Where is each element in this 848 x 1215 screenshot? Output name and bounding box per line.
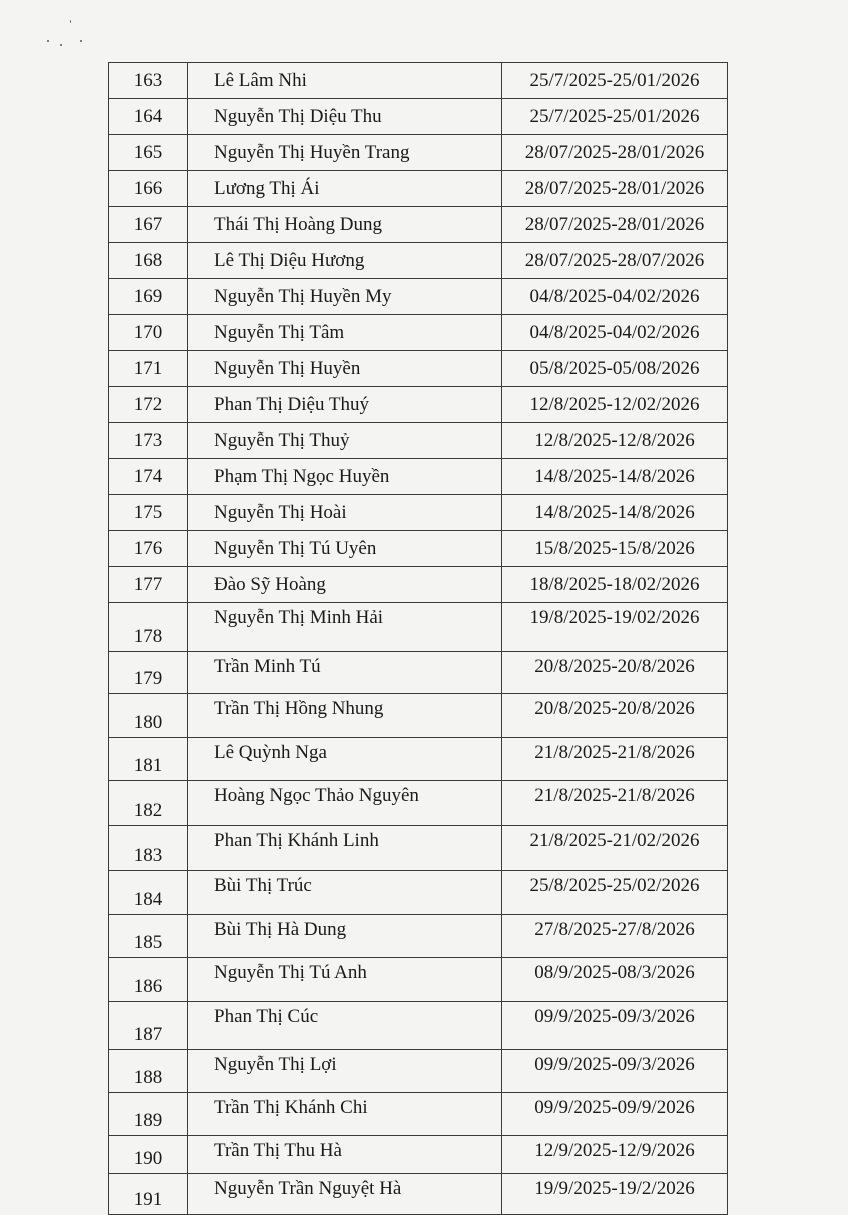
table-row: [109, 1002, 728, 1050]
table-row: [109, 871, 728, 915]
row-number: 179: [109, 652, 188, 694]
row-period: 19/8/2025-19/02/2026: [502, 603, 728, 652]
row-number: 171: [109, 351, 188, 387]
row-number: 187: [109, 1002, 188, 1050]
row-number: 177: [109, 567, 188, 603]
table-row: [109, 603, 728, 652]
row-period: 28/07/2025-28/01/2026: [502, 135, 728, 171]
row-period: 04/8/2025-04/02/2026: [502, 315, 728, 351]
row-period: 09/9/2025-09/3/2026: [502, 1002, 728, 1050]
row-number: 181: [109, 738, 188, 781]
row-name: Nguyễn Thị Huyền Trang: [188, 135, 502, 171]
row-number: 170: [109, 315, 188, 351]
row-name: Phan Thị Cúc: [188, 1002, 502, 1050]
row-number: 169: [109, 279, 188, 315]
row-name: Bùi Thị Trúc: [188, 871, 502, 915]
row-period: 25/7/2025-25/01/2026: [502, 63, 728, 99]
table-row: [109, 694, 728, 738]
table-row: [109, 1136, 728, 1174]
scan-speck: [70, 20, 71, 23]
row-period: 28/07/2025-28/01/2026: [502, 171, 728, 207]
row-name: Nguyễn Thị Huyền My: [188, 279, 502, 315]
row-name: Bùi Thị Hà Dung: [188, 915, 502, 958]
row-number: 184: [109, 871, 188, 915]
table-row: [109, 171, 728, 207]
row-period: 19/9/2025-19/2/2026: [502, 1174, 728, 1215]
table-row: [109, 99, 728, 135]
row-name: Nguyễn Thị Lợi: [188, 1050, 502, 1093]
row-name: Phan Thị Diệu Thuý: [188, 387, 502, 423]
row-number: 191: [109, 1174, 188, 1215]
row-name: Lê Quỳnh Nga: [188, 738, 502, 781]
row-period: 14/8/2025-14/8/2026: [502, 459, 728, 495]
row-number: 165: [109, 135, 188, 171]
scan-speck: [60, 44, 62, 46]
row-period: 28/07/2025-28/01/2026: [502, 207, 728, 243]
row-period: 20/8/2025-20/8/2026: [502, 652, 728, 694]
row-name: Trần Thị Hồng Nhung: [188, 694, 502, 738]
row-name: Nguyễn Thị Tú Uyên: [188, 531, 502, 567]
table-row: [109, 781, 728, 826]
row-name: Trần Minh Tú: [188, 652, 502, 694]
row-name: Hoàng Ngọc Thảo Nguyên: [188, 781, 502, 826]
row-period: 27/8/2025-27/8/2026: [502, 915, 728, 958]
row-name: Thái Thị Hoàng Dung: [188, 207, 502, 243]
row-number: 166: [109, 171, 188, 207]
table-row: [109, 1050, 728, 1093]
row-number: 189: [109, 1093, 188, 1136]
table-row: [109, 738, 728, 781]
table-row: [109, 207, 728, 243]
row-period: 12/9/2025-12/9/2026: [502, 1136, 728, 1174]
row-period: 15/8/2025-15/8/2026: [502, 531, 728, 567]
row-number: 163: [109, 63, 188, 99]
row-period: 18/8/2025-18/02/2026: [502, 567, 728, 603]
row-number: 180: [109, 694, 188, 738]
row-number: 173: [109, 423, 188, 459]
row-name: Nguyễn Thị Thuỷ: [188, 423, 502, 459]
row-number: 178: [109, 603, 188, 652]
table-row: [109, 1174, 728, 1215]
scan-speck: [80, 40, 82, 42]
row-name: Nguyễn Thị Hoài: [188, 495, 502, 531]
row-name: Lương Thị Ái: [188, 171, 502, 207]
row-number: 168: [109, 243, 188, 279]
row-period: 25/7/2025-25/01/2026: [502, 99, 728, 135]
row-number: 175: [109, 495, 188, 531]
row-name: Trần Thị Thu Hà: [188, 1136, 502, 1174]
row-number: 176: [109, 531, 188, 567]
row-name: Lê Lâm Nhi: [188, 63, 502, 99]
registry-table-body: [109, 63, 728, 1215]
row-name: Phan Thị Khánh Linh: [188, 826, 502, 871]
row-period: 12/8/2025-12/8/2026: [502, 423, 728, 459]
scan-speck: [47, 40, 49, 42]
row-name: Nguyễn Thị Diệu Thu: [188, 99, 502, 135]
table-row: [109, 495, 728, 531]
row-number: 183: [109, 826, 188, 871]
table-row: [109, 387, 728, 423]
row-period: 12/8/2025-12/02/2026: [502, 387, 728, 423]
table-row: [109, 243, 728, 279]
row-name: Nguyễn Trần Nguyệt Hà: [188, 1174, 502, 1215]
row-name: Nguyễn Thị Tú Anh: [188, 958, 502, 1002]
table-row: [109, 1093, 728, 1136]
row-name: Nguyễn Thị Minh Hải: [188, 603, 502, 652]
row-period: 09/9/2025-09/9/2026: [502, 1093, 728, 1136]
table-row: [109, 351, 728, 387]
row-period: 09/9/2025-09/3/2026: [502, 1050, 728, 1093]
table-row: [109, 826, 728, 871]
table-row: [109, 315, 728, 351]
table-row: [109, 135, 728, 171]
row-period: 21/8/2025-21/02/2026: [502, 826, 728, 871]
row-period: 21/8/2025-21/8/2026: [502, 781, 728, 826]
row-name: Nguyễn Thị Tâm: [188, 315, 502, 351]
row-period: 28/07/2025-28/07/2026: [502, 243, 728, 279]
table-row: [109, 567, 728, 603]
row-number: 185: [109, 915, 188, 958]
row-number: 190: [109, 1136, 188, 1174]
table-row: [109, 279, 728, 315]
table-row: [109, 531, 728, 567]
row-period: 08/9/2025-08/3/2026: [502, 958, 728, 1002]
table-row: [109, 915, 728, 958]
table-row: [109, 423, 728, 459]
table-row: [109, 459, 728, 495]
row-period: 20/8/2025-20/8/2026: [502, 694, 728, 738]
row-period: 04/8/2025-04/02/2026: [502, 279, 728, 315]
row-period: 05/8/2025-05/08/2026: [502, 351, 728, 387]
row-name: Nguyễn Thị Huyền: [188, 351, 502, 387]
row-name: Phạm Thị Ngọc Huyền: [188, 459, 502, 495]
row-number: 167: [109, 207, 188, 243]
row-period: 21/8/2025-21/8/2026: [502, 738, 728, 781]
table-row: [109, 958, 728, 1002]
row-number: 188: [109, 1050, 188, 1093]
row-number: 174: [109, 459, 188, 495]
table-row: [109, 652, 728, 694]
table-row: [109, 63, 728, 99]
row-name: Lê Thị Diệu Hương: [188, 243, 502, 279]
row-number: 186: [109, 958, 188, 1002]
row-name: Trần Thị Khánh Chi: [188, 1093, 502, 1136]
row-number: 182: [109, 781, 188, 826]
registry-table: [108, 62, 728, 1215]
row-number: 164: [109, 99, 188, 135]
row-period: 14/8/2025-14/8/2026: [502, 495, 728, 531]
row-period: 25/8/2025-25/02/2026: [502, 871, 728, 915]
row-name: Đào Sỹ Hoàng: [188, 567, 502, 603]
row-number: 172: [109, 387, 188, 423]
